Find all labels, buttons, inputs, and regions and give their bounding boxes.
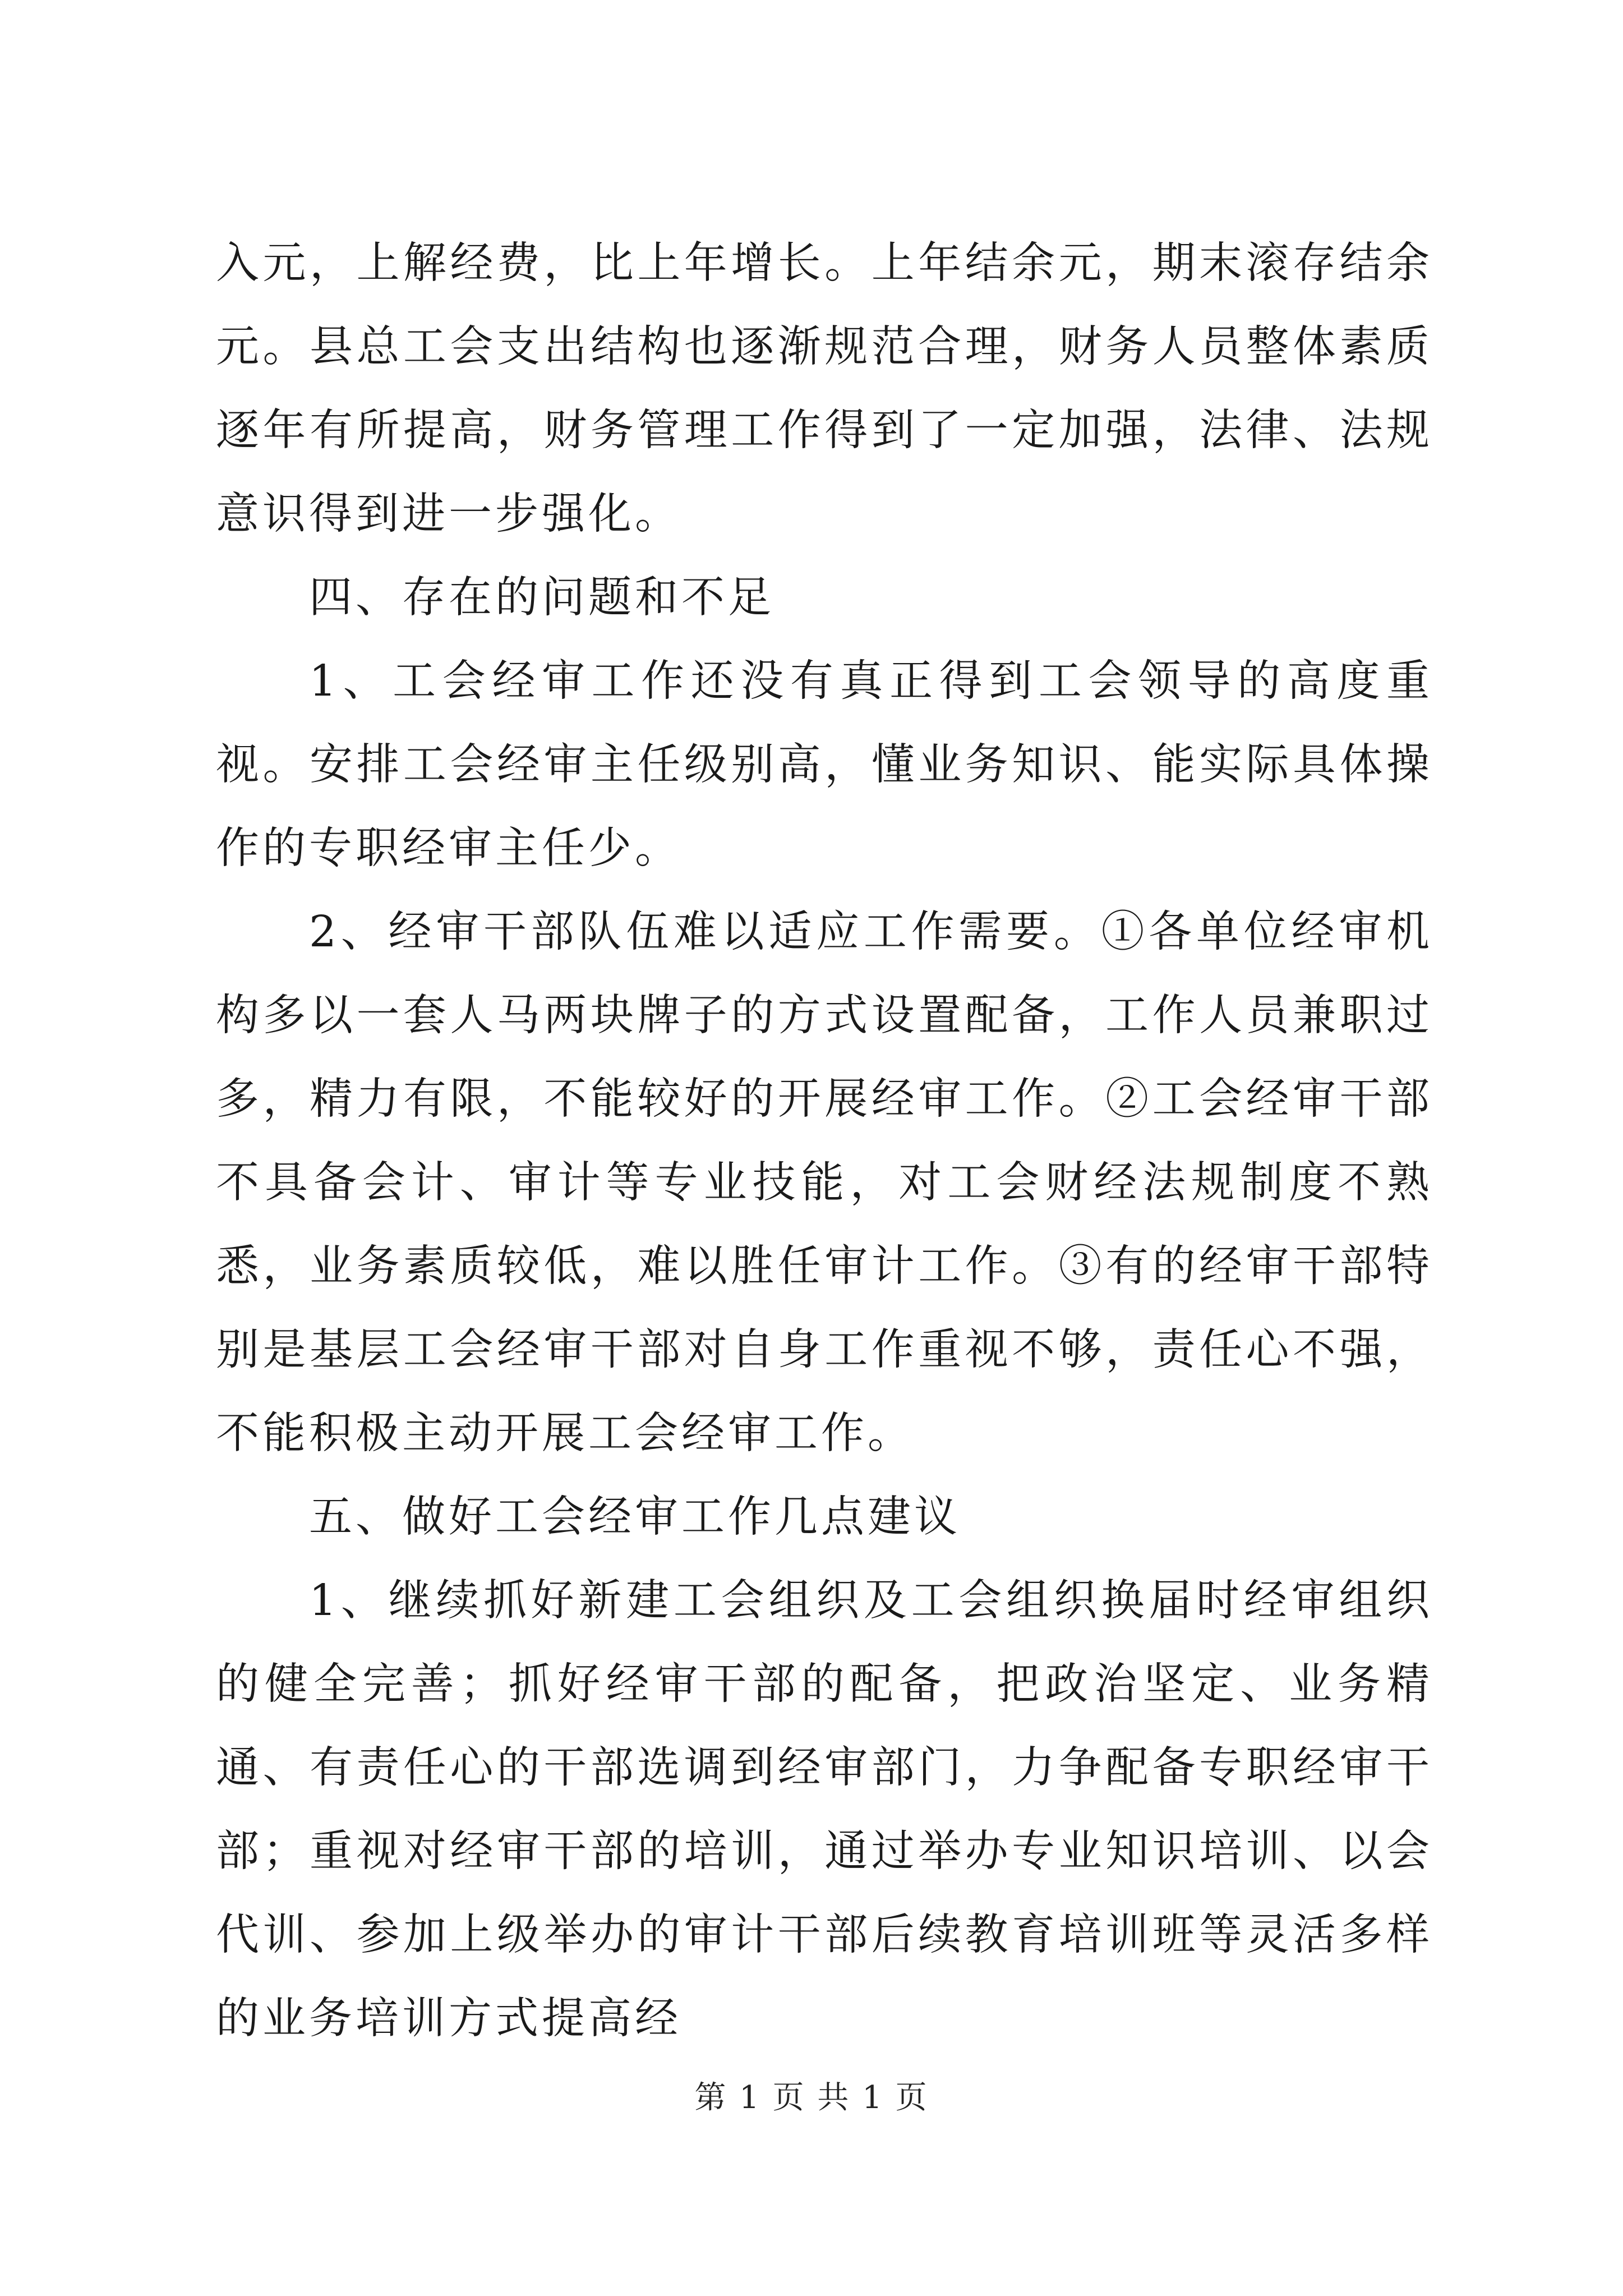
paragraph-item-2-staffing: 2、经审干部队伍难以适应工作需要。①各单位经审机构多以一套人马两块牌子的方式设置配备，工作人员兼职过多，精力有限，不能较好的开展经审工作。②工会经审干部不具备会计、审计等专业技能，对工会财经法规制度不熟悉，业务素质较低，难以胜任审计工作。③有的经审干部特别是基层工会经审干部对自身工作重视不够，责任心不强，不能积极主动开展工会经审工作。: [216, 907, 1433, 1458]
paragraph-suggestion-1: 1、继续抓好新建工会组织及工会组织换届时经审组织的健全完善；抓好经审干部的配备，把政治坚定、业务精通、有责任心的干部选调到经审部门，力争配备专职经审干部；重视对经审干部的培训，通过举办专业知识培训、以会代训、参加上级举办的审计干部后续教育培训班等灵活多样的业务培训方式提高经: [216, 1576, 1433, 2044]
section-heading-problems: 四、存在的问题和不足: [309, 573, 774, 623]
page-footer: 第 1 页 共 1 页: [694, 2079, 929, 2116]
paragraph-continuation: 入元，上解经费，比上年增长。上年结余元，期末滚存结余元。县总工会支出结构也逐渐规范合理，财务人员整体素质逐年有所提高，财务管理工作得到了一定加强，法律、法规意识得到进一步强化。: [216, 238, 1433, 539]
document-body: [216, 222, 1433, 2060]
paragraph-item-1-leadership: 1、工会经审工作还没有真正得到工会领导的高度重视。安排工会经审主任级别高，懂业务知识、能实际具体操作的专职经审主任少。: [216, 656, 1433, 873]
section-heading-suggestions: 五、做好工会经审工作几点建议: [309, 1492, 961, 1542]
